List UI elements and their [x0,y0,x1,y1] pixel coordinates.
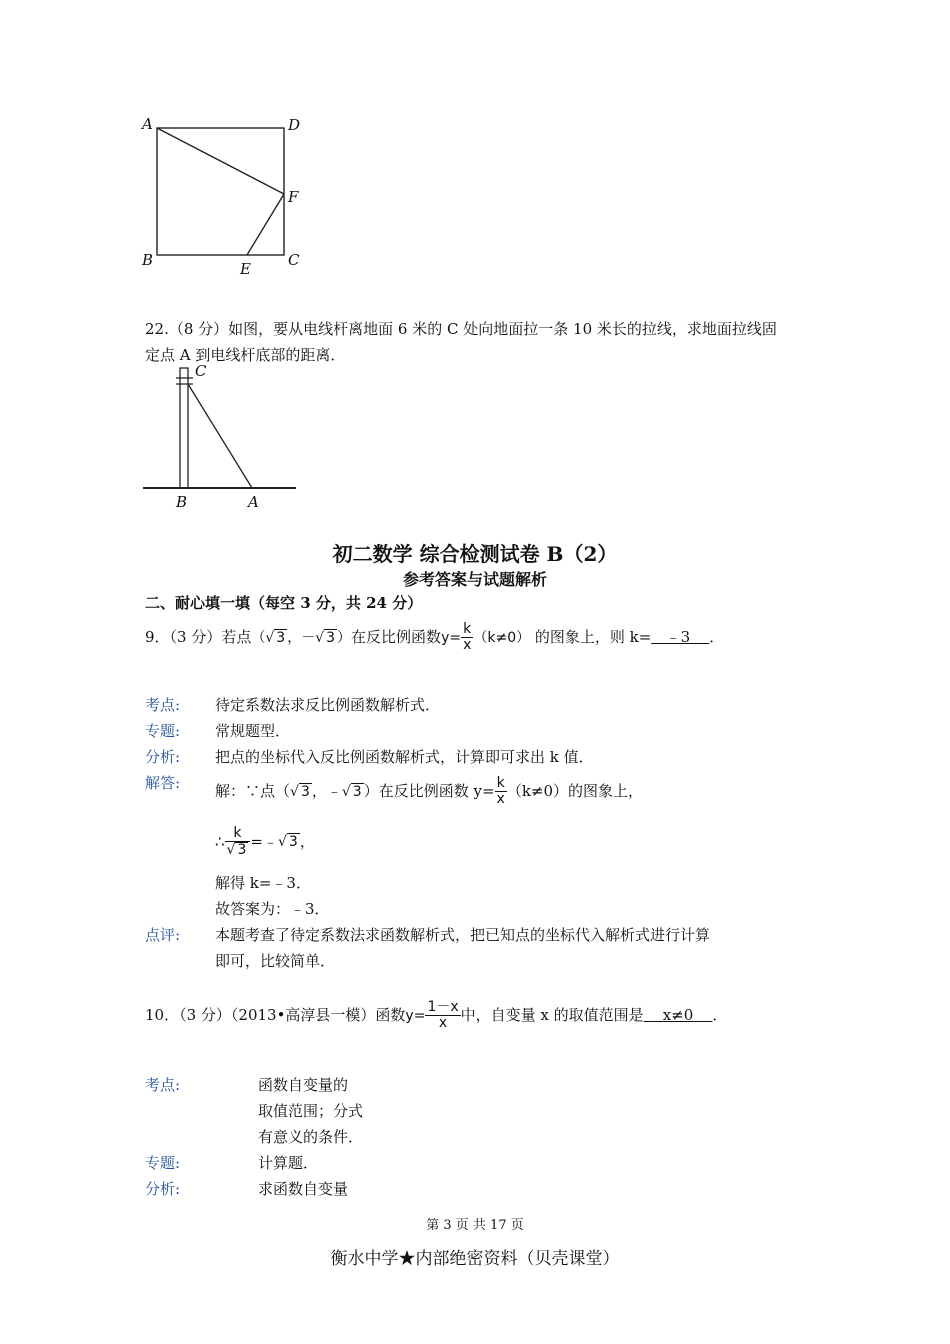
q22-line2: 定点 A 到电线杆底部的距离． [145,346,346,364]
section-heading: 二、耐心填一填（每空 3 分，共 24 分） [145,594,423,612]
label-b: B [142,251,154,269]
q9-answer: ﹣3 [665,627,691,646]
q10-kaodian-label: 考点: [145,1076,181,1094]
q10-zhuanti: 计算题． [258,1154,319,1172]
answer-title: 初二数学 综合检测试卷 B（2） [332,542,618,566]
pole-figure [140,360,300,515]
q9-jieda-label: 解答: [145,774,181,792]
pole [180,368,188,488]
q10-kaodian-3: 有意义的条件． [258,1128,364,1146]
square-figure [138,112,318,282]
q9-zhuanti: 常规题型． [215,722,291,740]
q10-question: 10．（3 分）（2013•高淳县一模）函数y= $\frac{1-x}{x}$ 中，自变量 x 的取值范围是 x≠0 ． [145,999,728,1032]
label-e: E [240,260,251,278]
label-c: C [195,362,207,380]
q9-jieda-line1: 解：∵点（√ 3 ，﹣√ 3 ）在反比例函数 y= $\frac{k}{x}$ （k≠0）的图象上， [215,775,644,808]
q10-fenxi: 求函数自变量 [258,1180,349,1198]
q9-dianping-2: 即可，比较简单． [215,952,336,970]
label-c: C [288,251,300,269]
q10-fenxi-label: 分析: [145,1180,181,1198]
q9-kaodian-label: 考点: [145,696,181,714]
q9-dianping-label: 点评: [145,926,181,944]
label-b: B [176,493,188,511]
q10-kaodian-1: 函数自变量的 [258,1076,349,1094]
q9-zhuanti-label: 专题: [145,722,181,740]
q9-point: （√ 3 ，－√ 3 ） [251,629,352,646]
footer-brand: 衡水中学★内部绝密资料（贝壳课堂） [330,1249,620,1269]
label-a: A [248,493,259,511]
q9-prefix: 9．（3 分）若点 [145,627,252,646]
q22-line1: 22.（8 分）如图，要从电线杆离地面 6 米的 C 处向地面拉一条 10 米长的拉线，求地面拉线固 [145,320,777,338]
q9-suffix: 的图象上，则 k= [534,627,652,646]
q10-zhuanti-label: 专题: [145,1154,181,1172]
label-a: A [142,115,153,133]
answer-subtitle: 参考答案与试题解析 [402,570,547,589]
label-d: D [288,116,301,134]
q9-jieda-line2: ∴ $\frac{k}{√ 3}$ =﹣√ 3 ， [215,825,315,859]
q10-answer: x≠0 [662,1005,694,1024]
q9-jieda-line4: 故答案为：﹣3． [215,900,330,918]
q9-jieda-line3: 解得 k=﹣3． [215,874,311,892]
q9-kaodian: 待定系数法求反比例函数解析式． [215,696,441,714]
q10-kaodian-2: 取值范围；分式 [258,1102,364,1120]
guy-wire-ca [188,384,252,488]
square-abcd [157,128,284,255]
q9-mid: 在反比例函数 [351,627,442,646]
page-number: 第 3 页 共 17 页 [426,1218,524,1233]
q9-fenxi-label: 分析: [145,748,181,766]
q9-dianping-1: 本题考查了待定系数法求函数解析式，把已知点的坐标代入解析式进行计算 [215,926,711,944]
q9-question: 9．（3 分）若点（√ 3 ，－√ 3 ）在反比例函数y= $\frac{k}{x}$ （k≠0） 的图象上，则 k= ﹣3 ． [145,621,725,654]
segment-af [157,128,284,194]
q9-function: y= $\frac{k}{x}$ （k≠0） [441,621,531,654]
segment-ef [247,194,284,255]
q9-fenxi: 把点的坐标代入反比例函数解析式，计算即可求出 k 值． [215,748,594,766]
label-f: F [288,188,299,206]
